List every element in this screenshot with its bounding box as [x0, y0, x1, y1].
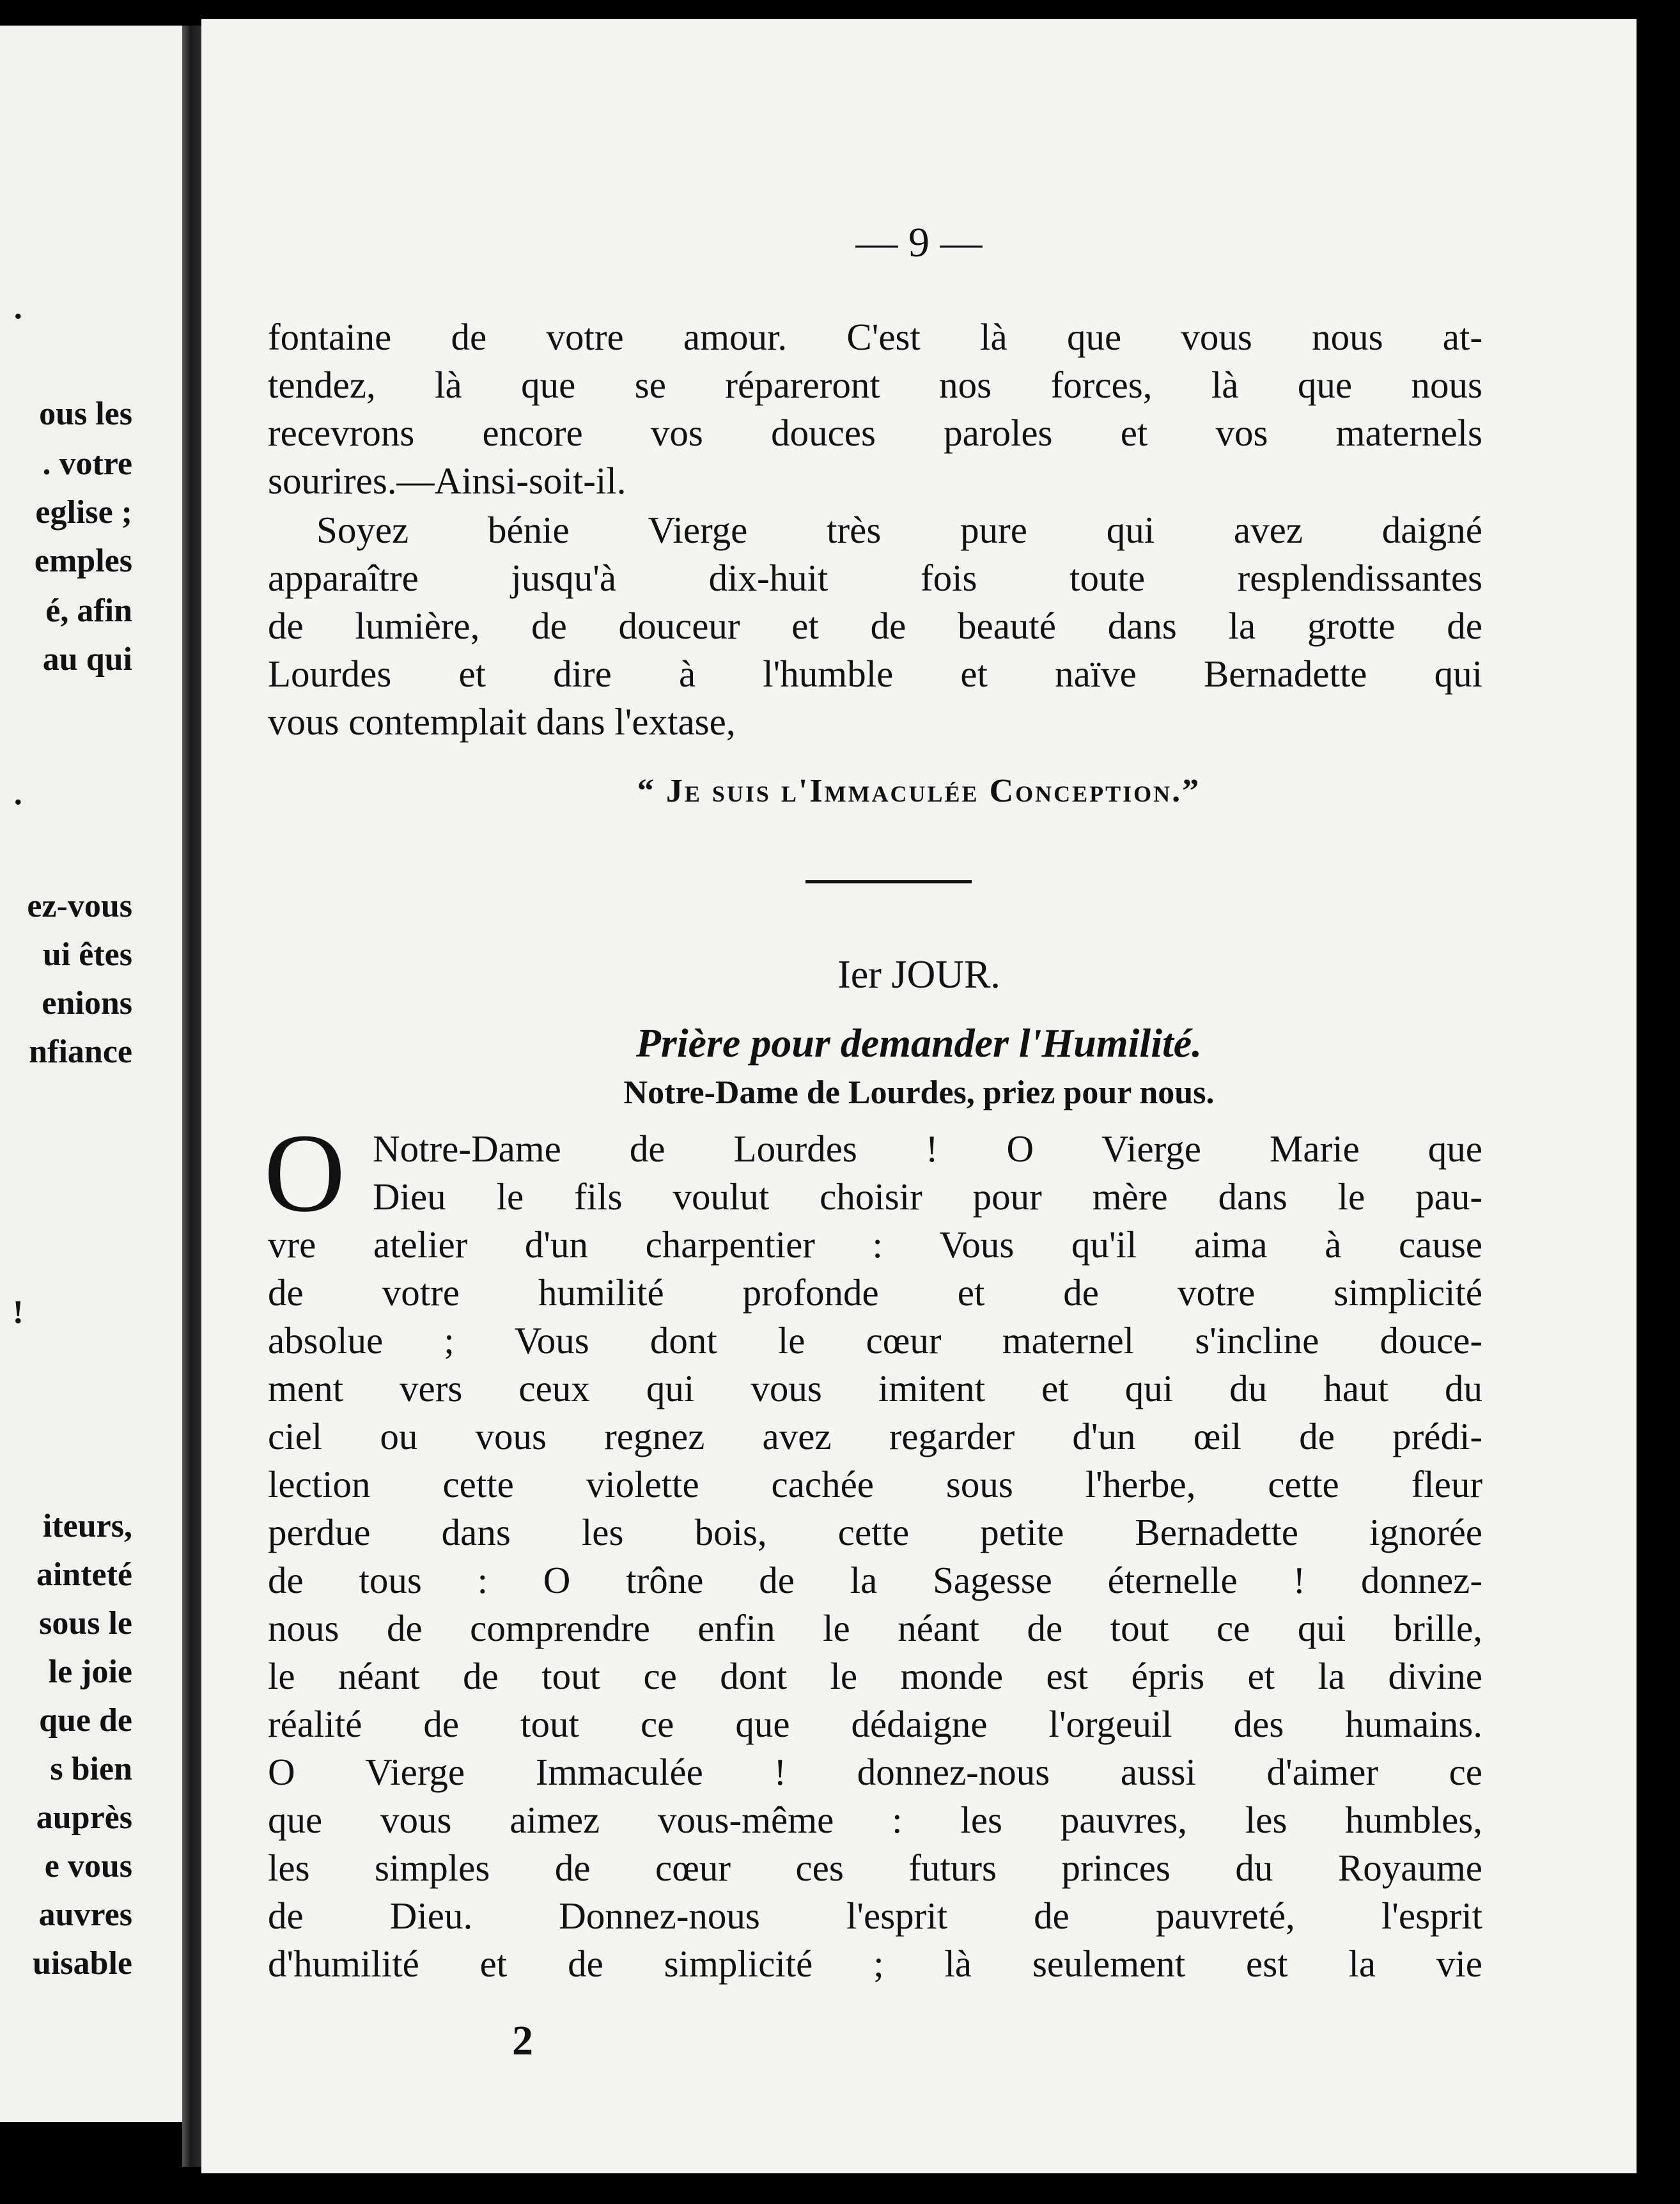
prayer-line: Notre-Dame de Lourdes ! O Vierge Marie que [373, 1128, 1482, 1170]
drop-cap: O [264, 1111, 346, 1236]
body-line: Soyez bénie Vierge très pure qui avez daigné [316, 509, 1482, 551]
body-line: vous contemplait dans l'extase, [268, 701, 736, 743]
prayer-line: réalité de tout ce que dédaigne l'orgeuil des humains. [268, 1703, 1482, 1745]
left-page-line: au qui [42, 641, 132, 678]
left-page-line: · [12, 299, 24, 335]
left-page-line: auvres [38, 1897, 132, 1933]
prayer-line: vre atelier d'un charpentier : Vous qu'il aima à cause [268, 1223, 1482, 1266]
day-heading: Ier JOUR. [837, 953, 1000, 997]
left-page-line: s bien [50, 1751, 132, 1787]
body-line: apparaître jusqu'à dix-huit fois toute resplendissantes [268, 557, 1482, 599]
body-line: Lourdes et dire à l'humble et naïve Bernadette qui [268, 653, 1482, 695]
left-page-line: ez-vous [27, 888, 132, 924]
left-page-line: enions [42, 985, 132, 1021]
left-page-line: emples [34, 543, 132, 579]
prayer-line: nous de comprendre enfin le néant de tout ce qui brille, [268, 1607, 1482, 1649]
apparition-quote: “ Je suis l'Immaculée Conception.” [637, 773, 1201, 809]
left-page-line: é, afin [45, 593, 132, 629]
left-page-line: . votre [42, 446, 132, 482]
invocation-line: Notre-Dame de Lourdes, priez pour nous. [623, 1075, 1215, 1111]
left-page-line: iteurs, [42, 1508, 132, 1544]
left-page-line: auprès [36, 1799, 132, 1836]
prayer-line: d'humilité et de simplicité ; là seulement est la vie [268, 1943, 1482, 1985]
prayer-line: ment vers ceux qui vous imitent et qui du haut du [268, 1367, 1482, 1409]
body-line: recevrons encore vos douces paroles et vos maternels [268, 412, 1482, 454]
left-page-line: sous le [39, 1605, 132, 1641]
body-line: de lumière, de douceur et de beauté dans la grotte de [268, 605, 1482, 647]
left-page-line: ous les [39, 396, 132, 432]
left-page-line: ainteté [36, 1556, 132, 1593]
body-line: fontaine de votre amour. C'est là que vous nous at- [268, 316, 1482, 358]
prayer-line: de tous : O trône de la Sagesse éternelle ! donnez- [268, 1559, 1482, 1601]
left-page-line: le joie [48, 1654, 132, 1690]
prayer-line: les simples de cœur ces futurs princes du Royaume [268, 1847, 1482, 1889]
left-page-line: uisable [32, 1945, 132, 1982]
prayer-heading: Prière pour demander l'Humilité. [635, 1020, 1202, 1066]
left-page-fragment [0, 26, 182, 2122]
left-page-line: que de [39, 1702, 132, 1739]
body-line: tendez, là que se répareront nos forces, là que nous [268, 364, 1482, 406]
prayer-line: que vous aimez vous-même : les pauvres, les humbles, [268, 1799, 1482, 1841]
main-page [201, 19, 1637, 2173]
prayer-line: absolue ; Vous dont le cœur maternel s'incline douce- [268, 1319, 1482, 1362]
prayer-line: perdue dans les bois, cette petite Bernadette ignorée [268, 1511, 1482, 1553]
section-divider [805, 880, 972, 883]
left-page-line: ! [12, 1294, 24, 1331]
prayer-line: Dieu le fils voulut choisir pour mère dans le pau- [373, 1176, 1482, 1218]
left-page-line: · [12, 784, 24, 821]
signature-mark: 2 [512, 2017, 533, 2064]
page-number: — 9 — [855, 219, 983, 266]
left-page-line: nfiance [29, 1034, 132, 1070]
prayer-line: lection cette violette cachée sous l'herbe, cette fleur [268, 1463, 1482, 1505]
prayer-line: de votre humilité profonde et de votre simplicité [268, 1271, 1482, 1314]
book-gutter [182, 26, 201, 2167]
left-page-line: eglise ; [35, 494, 132, 531]
prayer-line: O Vierge Immaculée ! donnez-nous aussi d'aimer ce [268, 1751, 1482, 1793]
body-line: sourires.—Ainsi-soit-il. [268, 460, 626, 502]
prayer-line: de Dieu. Donnez-nous l'esprit de pauvreté, l'esprit [268, 1895, 1482, 1937]
prayer-line: le néant de tout ce dont le monde est épris et la divine [268, 1655, 1482, 1697]
left-page-line: ui êtes [42, 936, 132, 973]
prayer-line: ciel ou vous regnez avez regarder d'un œil de prédi- [268, 1415, 1482, 1457]
left-page-line: e vous [44, 1848, 132, 1884]
